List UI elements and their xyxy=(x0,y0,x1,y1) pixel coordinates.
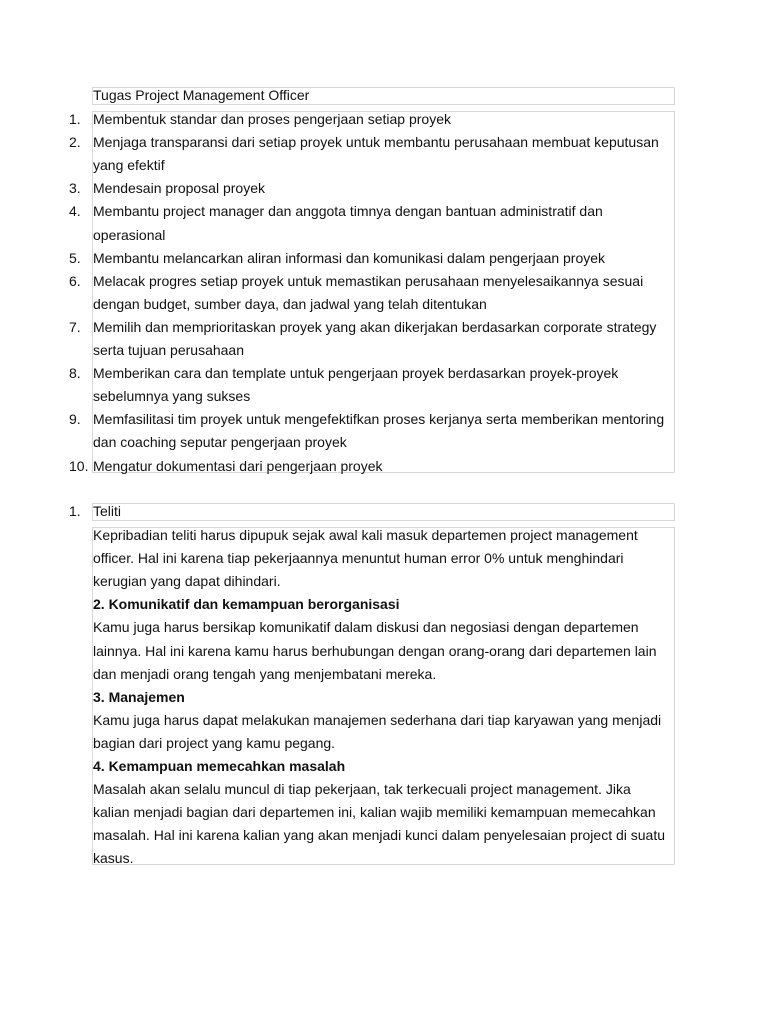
task-number: 4. xyxy=(69,203,81,220)
task-text: Menjaga transparansi dari setiap proyek untuk membantu perusahaan membuat keputusan xyxy=(93,134,659,151)
task-text: Membentuk standar dan proses pengerjaan setiap proyek xyxy=(93,111,451,127)
task-text: Memberikan cara dan template untuk pengerjaan proyek berdasarkan proyek-proyek xyxy=(93,365,619,382)
skill-first-box xyxy=(92,503,675,521)
task-number: 9. xyxy=(69,411,81,428)
task-number: 3. xyxy=(69,180,81,197)
skill-text: Kamu juga harus dapat melakukan manajemen sederhana dari tiap karyawan yang menjadi xyxy=(93,711,662,728)
skill-text: lainnya. Hal ini karena kamu harus berhubungan dengan orang-orang dari departemen lain xyxy=(93,642,657,659)
task-text: dengan budget, sumber daya, dan jadwal yang telah ditentukan xyxy=(93,295,487,312)
skill-text: kerugian yang dapat dihindari. xyxy=(93,573,281,590)
task-number: 5. xyxy=(69,249,81,266)
task-number: 7. xyxy=(69,318,81,335)
skill-text: masalah. Hal ini karena kalian yang akan menjadi kunci dalam penyelesaian project di suatu xyxy=(93,827,666,844)
task-text: Melacak progres setiap proyek untuk memastikan perusahaan menyelesaikannya sesuai xyxy=(93,272,644,289)
task-number: 10. xyxy=(69,457,89,474)
task-text: serta tujuan perusahaan xyxy=(93,342,244,358)
skill-heading: 4. Kemampuan memecahkan masalah xyxy=(93,758,346,774)
document-title: Tugas Project Management Officer xyxy=(93,87,310,103)
task-text: Mendesain proposal proyek xyxy=(93,180,265,197)
skill-text: kasus. xyxy=(93,850,134,867)
task-text: operasional xyxy=(93,226,166,243)
skill-heading: 3. Manajemen xyxy=(93,688,185,705)
task-number: 1. xyxy=(69,111,81,127)
task-text: Membantu project manager dan anggota timnya dengan bantuan administratif dan xyxy=(93,203,603,220)
skill-first-number: 1. xyxy=(69,503,81,519)
task-text: Memfasilitasi tim proyek untuk mengefektifkan proses kerjanya serta memberikan mentoring xyxy=(93,411,665,428)
task-text: dan coaching seputar pengerjaan proyek xyxy=(93,434,347,451)
skill-text: officer. Hal ini karena tiap pekerjaannya menuntut human error 0% untuk menghindari xyxy=(93,550,624,567)
task-number: 2. xyxy=(69,134,81,151)
task-text: Mengatur dokumentasi dari pengerjaan proyek xyxy=(93,457,383,474)
task-text: yang efektif xyxy=(93,157,165,174)
skill-heading: 2. Komunikatif dan kemampuan berorganisasi xyxy=(93,596,400,613)
skill-text: kalian menjadi bagian dari departemen ini, kalian wajib memiliki kemampuan memecahkan xyxy=(93,804,656,821)
task-number: 8. xyxy=(69,365,81,382)
skill-text: bagian dari project yang kamu pegang. xyxy=(93,734,336,751)
skill-text: dan menjadi orang tengah yang menjembatani mereka. xyxy=(93,665,437,682)
task-text: Memilih dan memprioritaskan proyek yang akan dikerjakan berdasarkan corporate strategy xyxy=(93,318,657,335)
task-number: 6. xyxy=(69,272,81,289)
skill-first-label: Teliti xyxy=(93,503,122,519)
skill-text: Kepribadian teliti harus dipupuk sejak awal kali masuk departemen project management xyxy=(93,527,638,543)
skill-text: Kamu juga harus bersikap komunikatif dalam diskusi dan negosiasi dengan departemen xyxy=(93,619,639,636)
task-text: sebelumnya yang sukses xyxy=(93,388,251,405)
skill-text: Masalah akan selalu muncul di tiap pekerjaan, tak terkecuali project management. Jika xyxy=(93,781,631,798)
task-text: Membantu melancarkan aliran informasi dan komunikasi dalam pengerjaan proyek xyxy=(93,249,606,266)
